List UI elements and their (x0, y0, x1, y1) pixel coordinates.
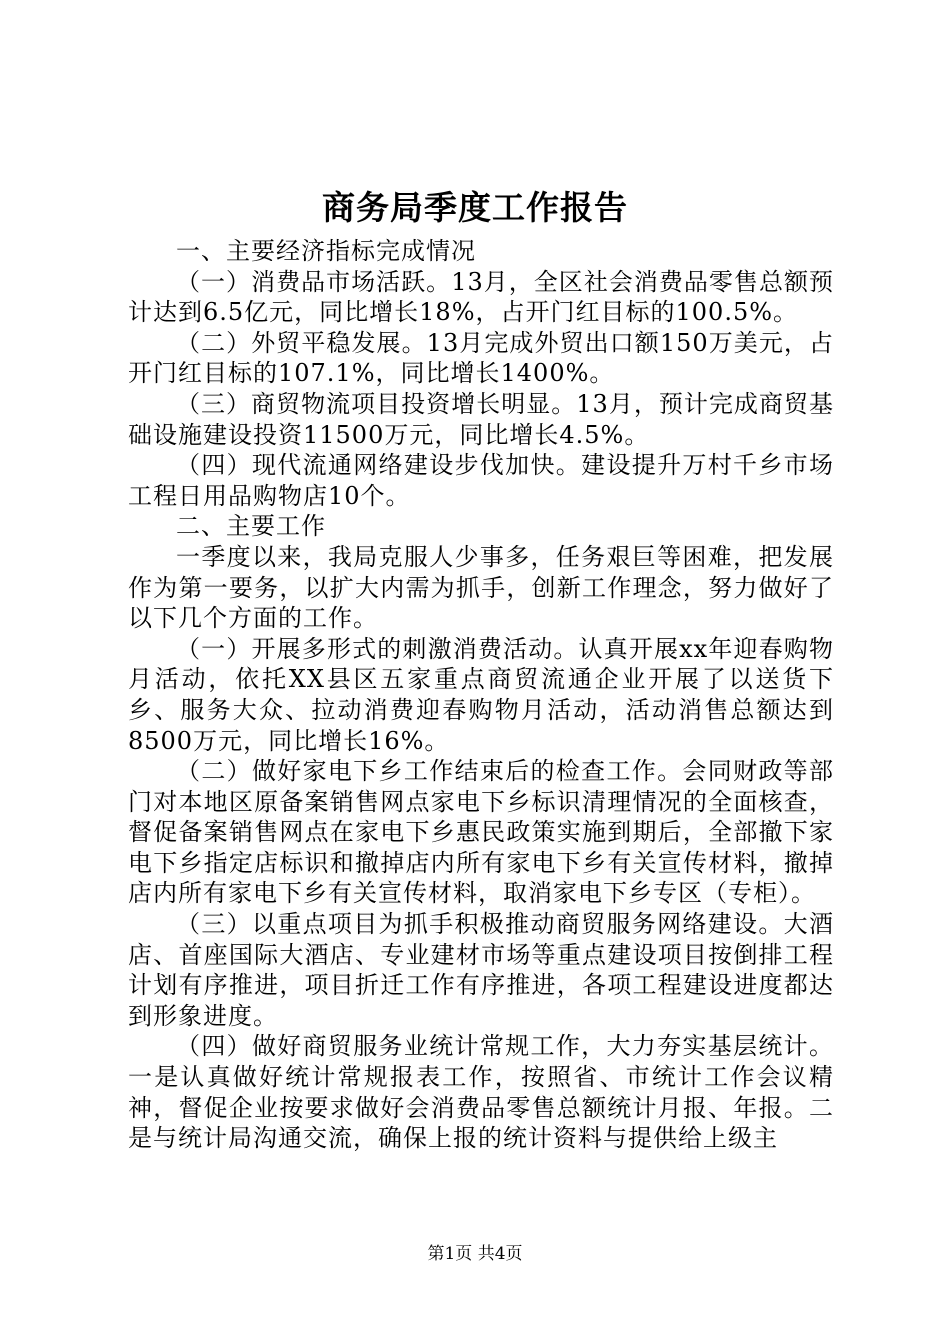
paragraph-distribution-network: （四）现代流通网络建设步伐加快。建设提升万村千乡市场工程日用品购物店10个。 (128, 451, 834, 510)
paragraph-consumption-activities: （一）开展多形式的刺激消费活动。认真开展xx年迎春购物月活动，依托XX县区五家重点商贸流通企业开展了以送货下乡、服务大众、拉动消费迎春购物月活动，活动消售总额达到8500万元，同比增长16%。 (128, 634, 834, 755)
paragraph-key-projects: （三）以重点项目为抓手积极推动商贸服务网络建设。大酒店、首座国际大酒店、专业建材市场等重点建设项目按倒排工程计划有序推进，项目折迁工作有序推进，各项工程建设进度都达到形象进度。 (128, 910, 834, 1030)
paragraph-consumer-market: （一）消费品市场活跃。13月，全区社会消费品零售总额预计达到6.5亿元，同比增长18%，占开门红目标的100.5%。 (128, 267, 834, 327)
paragraph-logistics-investment: （三）商贸物流项目投资增长明显。13月，预计完成商贸基础设施建设投资11500万元，同比增长4.5%。 (128, 389, 834, 449)
document-body (128, 236, 834, 1154)
paragraph-statistics-work: （四）做好商贸服务业统计常规工作，大力夯实基层统计。一是认真做好统计常规报表工作，按照省、市统计工作会议精神，督促企业按要求做好会消费品零售总额统计月报、年报。二是与统计局沟通交流，确保上报的统计资料与提供给上级主 (128, 1032, 834, 1153)
section-heading-indicators: 一、主要经济指标完成情况 (176, 237, 476, 265)
paragraph-foreign-trade: （二）外贸平稳发展。13月完成外贸出口额150万美元，占开门红目标的107.1%，同比增长1400%。 (128, 328, 834, 388)
section-heading-main-work: 二、主要工作 (176, 512, 326, 541)
paragraph-appliance-inspection: （二）做好家电下乡工作结束后的检查工作。会同财政等部门对本地区原备案销售网点家电下乡标识清理情况的全面核查，督促备案销售网点在家电下乡惠民政策实施到期后，全部撤下家电下乡指定店标识和撤掉店内所有家电下乡有关宣传材料，撤掉店内所有家电下乡有关宣传材料，取消家电下乡专区（专柜）。 (128, 757, 834, 908)
document-title: 商务局季度工作报告 (322, 188, 628, 227)
paragraph-work-intro: 一季度以来，我局克服人少事多，任务艰巨等困难，把发展作为第一要务，以扩大内需为抓手，创新工作理念，努力做好了以下几个方面的工作。 (128, 542, 834, 633)
page-footer: 第1页 共4页 (427, 1244, 523, 1264)
